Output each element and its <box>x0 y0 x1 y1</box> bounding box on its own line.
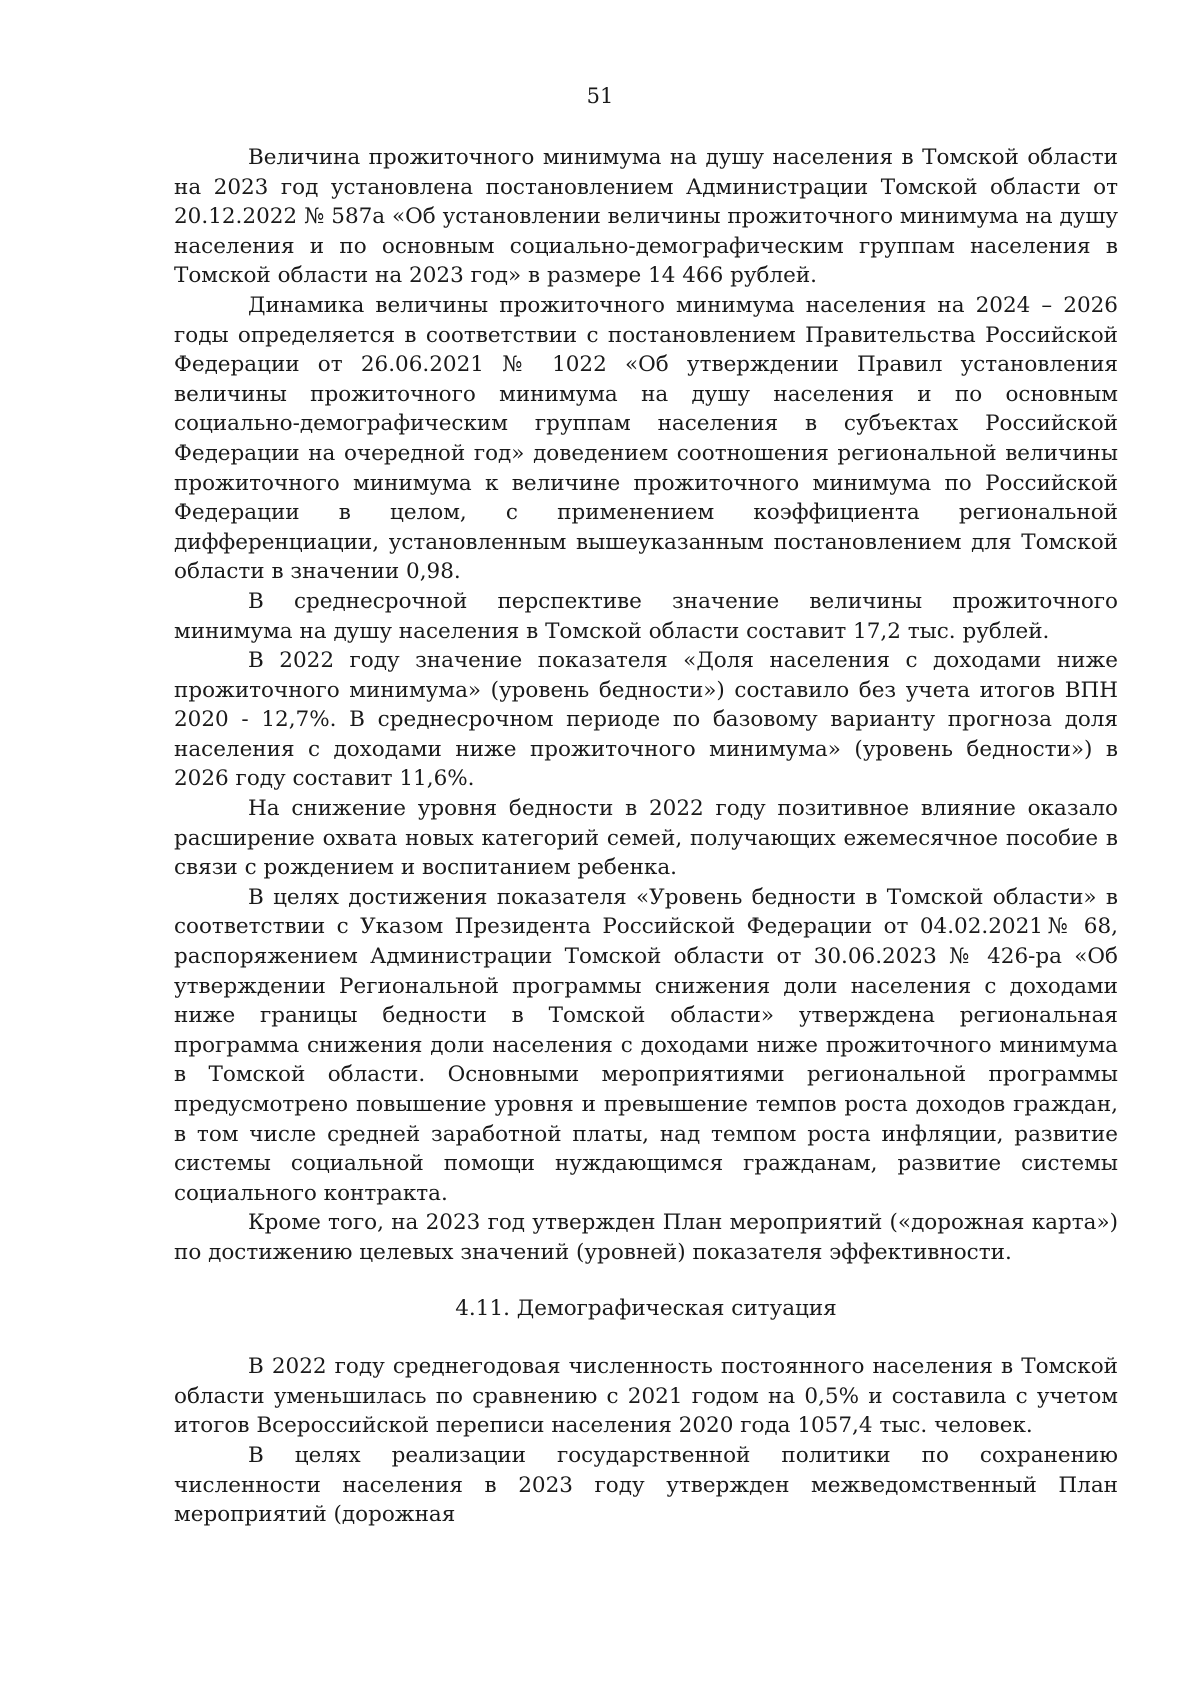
paragraph-medium-term-outlook: В среднесрочной перспективе значение величины прожиточного минимума на душу населения в Томской области составит 17,2 тыс. рублей. <box>174 588 1118 644</box>
paragraph-roadmap-2023: Кроме того, на 2023 год утвержден План мероприятий («дорожная карта») по достижению целевых значений (уровней) показателя эффективности. <box>174 1210 1118 1265</box>
paragraph-subsistence-minimum-dynamics: Динамика величины прожиточного минимума населения на 2024 – 2026 годы определяется в соответствии с постановлением Правительства Российской Федерации от 26.06.2021 № 1022 «Об утверждении Правил установления величины прожиточного минимума на душу населения и по основным социально-демографическим группам населения в субъектах Российской Федерации на очередной год» доведением соотношения региональной величины прожиточного минимума к величине прожиточного минимума по Российской Федерации в целом, с применением коэффициента региональной дифференциации, установленным вышеуказанным постановлением для Томской области в значении 0,98. <box>174 292 1118 585</box>
paragraph-poverty-reduction-factors: На снижение уровня бедности в 2022 году позитивное влияние оказало расширение охвата новых категорий семей, получающих ежемесячное пособие в связи с рождением и воспитанием ребенка. <box>174 796 1118 881</box>
page-number: 51 <box>586 84 614 108</box>
paragraph-poverty-level-2022: В 2022 году значение показателя «Доля населения с доходами ниже прожиточного минимума» (уровень бедности») составило без учета итогов ВПН 2020 - 12,7%. В среднесрочном периоде по базовому варианту прогноза доля населения с доходами ниже прожиточного минимума» (уровень бедности») в 2026 году составит 11,6%. <box>174 648 1118 792</box>
paragraph-population-2022: В 2022 году среднегодовая численность постоянного населения в Томской области уменьшилась по сравнению с 2021 годом на 0,5% и составила с учетом итогов Всероссийской переписи населения 2020 года 1057,4 тыс. человек. <box>174 1354 1118 1439</box>
document-body <box>174 143 1118 1530</box>
paragraph-population-policy-plan: В целях реализации государственной политики по сохранению численности населения в 2023 году утвержден межведомственный План мероприятий (дорожная <box>174 1442 1118 1528</box>
paragraph-subsistence-minimum-2023: Величина прожиточного минимума на душу населения в Томской области на 2023 год установлена постановлением Администрации Томской области от 20.12.2022 № 587а «Об установлении величины прожиточного минимума на душу населения и по основным социально-демографическим группам населения в Томской области на 2023 год» в размере 14 466 рублей. <box>174 145 1118 289</box>
section-heading: 4.11. Демографическая ситуация <box>455 1295 837 1321</box>
paragraph-regional-poverty-program: В целях достижения показателя «Уровень бедности в Томской области» в соответствии с Указом Президента Российской Федерации от 04.02.2021№ 68, распоряжением Администрации Томской области от 30.06.2023 № 426-ра «Об утверждении Региональной программы снижения доли населения с доходами ниже границы бедности в Томской области» утверждена региональная программа снижения доли населения с доходами ниже прожиточного минимума в Томской области. Основными мероприятиями региональной программы предусмотрено повышение уровня и превышение темпов роста доходов граждан, в том числе средней заработной платы, над темпом роста инфляции, развитие системы социальной помощи нуждающимся гражданам, развитие системы социального контракта. <box>174 884 1118 1206</box>
